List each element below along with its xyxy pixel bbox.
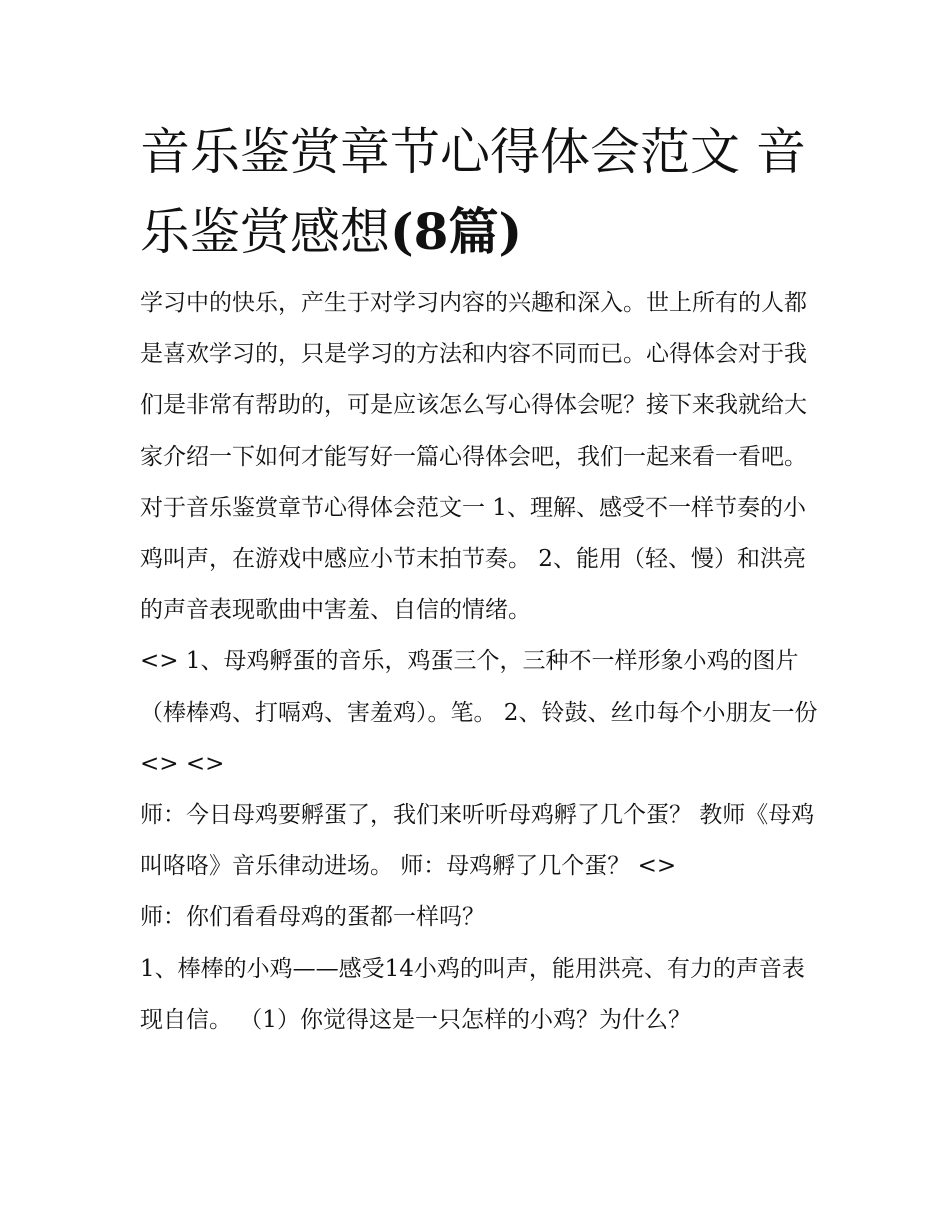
paragraph-goals: 对于音乐鉴赏章节心得体会范文一 1、理解、感受不一样节奏的小鸡叫声，在游戏中感应小节末拍节奏。 2、能用（轻、慢）和洪亮的声音表现歌曲中害羞、自信的情绪。 xyxy=(140,494,806,624)
paragraph-step-one: 1、棒棒的小鸡——感受14小鸡的叫声，能用洪亮、有力的声音表现自信。 （1）你觉得这是一只怎样的小鸡？为什么？ xyxy=(140,955,805,1033)
paragraph-materials: <> 1、母鸡孵蛋的音乐，鸡蛋三个，三种不一样形象小鸡的图片（棒棒鸡、打嗝鸡、害羞鸡）。笔。 2、铃鼓、丝巾每个小朋友一份 <> <> xyxy=(140,648,818,777)
document-title xyxy=(140,112,830,272)
paragraph-question: 师：你们看看母鸡的蛋都一样吗？ xyxy=(140,904,485,931)
title-main: 音乐鉴赏章节心得体会范文 音乐鉴赏感想 xyxy=(140,123,806,261)
paragraph-intro: 学习中的快乐，产生于对学习内容的兴趣和深入。世上所有的人都是喜欢学习的，只是学习的方法和内容不同而已。心得体会对于我们是非常有帮助的，可是应该怎么写心得体会呢？接下来我就给大家介绍一下如何才能写好一篇心得体会吧，我们一起来看一看吧。 xyxy=(140,290,807,470)
paragraph-intro-activity: 师：今日母鸡要孵蛋了，我们来听听母鸡孵了几个蛋？ 教师《母鸡叫咯咯》音乐律动进场。 师：母鸡孵了几个蛋？ <> xyxy=(140,802,815,880)
title-count: (8篇) xyxy=(390,202,523,261)
document-body xyxy=(140,278,820,1046)
